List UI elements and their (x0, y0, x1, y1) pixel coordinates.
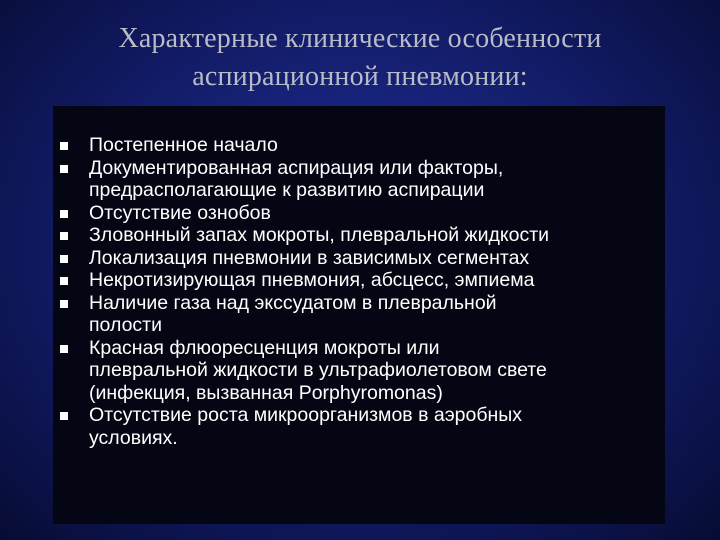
square-bullet-icon (60, 412, 68, 420)
bullet-item (53, 404, 665, 449)
bullet-item (53, 292, 665, 337)
bullet-text-line: Документированная аспирация или факторы, (89, 156, 504, 179)
bullet-text-line: Постепенное начало (89, 134, 278, 156)
bullet-list (53, 134, 665, 449)
slide-title-line-1: Характерные клинические особенности (118, 23, 602, 54)
bullet-item (53, 269, 665, 292)
bullet-item (53, 224, 665, 247)
bullet-text-line: (инфекция, вызванная Porphyromonas) (89, 381, 443, 404)
bullet-item (53, 247, 665, 270)
bullet-text-line: предрасполагающие к развитию аспирации (89, 179, 485, 201)
square-bullet-icon (60, 300, 68, 308)
bullet-text-line: Зловонный запах мокроты, плевральной жидкости (89, 224, 550, 246)
square-bullet-icon (60, 345, 68, 353)
square-bullet-icon (60, 142, 68, 150)
bullet-item (53, 202, 665, 225)
square-bullet-icon (60, 165, 68, 173)
bullet-text-line: Наличие газа над экссудатом в плевральной (89, 291, 497, 314)
bullet-text-line: Отсутствие роста микроорганизмов в аэробных (89, 404, 523, 426)
slide-title-line-2: аспирационной пневмонии: (192, 61, 528, 92)
bullet-text-line: полости (89, 314, 162, 336)
square-bullet-icon (60, 277, 68, 285)
square-bullet-icon (60, 232, 68, 240)
bullet-text-line: Красная флюоресценция мокроты или (89, 336, 440, 359)
bullet-text-line: условиях. (89, 426, 178, 449)
bullet-text-line: Локализация пневмонии в зависимых сегментах (89, 246, 530, 269)
bullet-item (53, 157, 665, 202)
square-bullet-icon (60, 255, 68, 263)
content-panel (53, 106, 665, 524)
bullet-text-line: плевральной жидкости в ультрафиолетовом свете (89, 359, 547, 381)
bullet-item (53, 337, 665, 405)
bullet-text-line: Отсутствие ознобов (89, 201, 271, 224)
square-bullet-icon (60, 210, 68, 218)
bullet-item (53, 134, 665, 157)
bullet-text-line: Некротизирующая пневмония, абсцесс, эмпиема (89, 269, 535, 291)
slide-title (60, 20, 660, 96)
